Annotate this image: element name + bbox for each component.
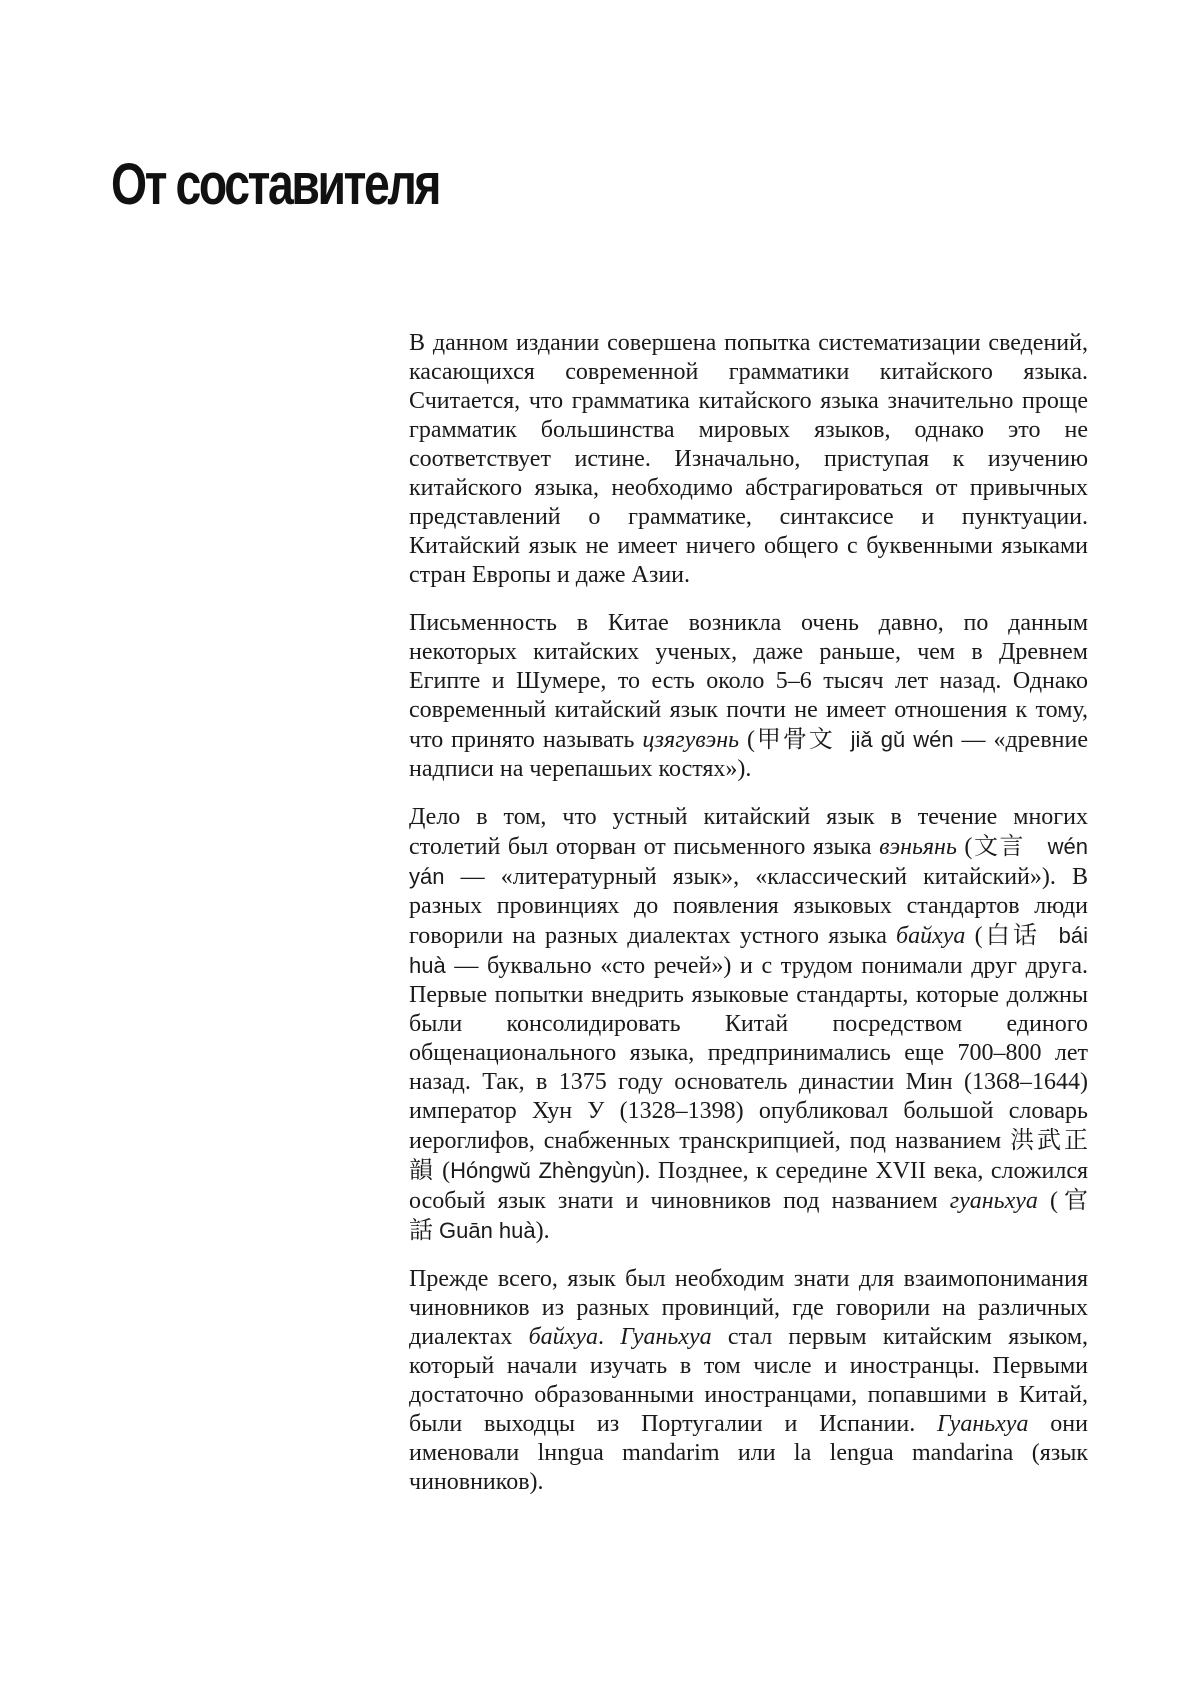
text-segment: ( [739, 727, 755, 753]
text-segment: Прежде всего, язык был необходим знати для взаимопонимания чиновников из разных провинций, где говорили на различных диалектах [409, 1266, 1088, 1350]
chinese-characters: 官話 [409, 1186, 1088, 1244]
pinyin-transcription: Hóngwǔ Zhèngyùn [450, 1158, 637, 1183]
text-segment: они именовали lнngua mandarim или la lengua mandarina (язык чиновников). [409, 1411, 1088, 1495]
chinese-characters: 文言 [972, 832, 1026, 860]
paragraph-3 [409, 803, 1088, 1246]
text-segment: ( [965, 923, 983, 949]
text-segment: ). Позднее, к середине XVII века, сложился особый язык знати и чиновников под названием [409, 1158, 1089, 1214]
term-guanhua: Гуаньхуа [937, 1411, 1029, 1437]
text-segment: — «литературный язык», «классический китайский»). В разных провинциях до появления языковых стандартов люди говорили на разных диалектах устного языка [409, 864, 1088, 949]
text-segment: ). [535, 1218, 550, 1244]
term-baihua: байхуа [896, 923, 966, 949]
term-guanhua: гуаньхуа [949, 1188, 1038, 1214]
text-segment: ( [956, 834, 973, 860]
body-text [409, 329, 1088, 1516]
text-segment: ( [1037, 1188, 1058, 1214]
text-segment: Дело в том, что устный китайский язык в течение многих столетий был оторван от письменного языка [409, 804, 1088, 860]
pinyin-transcription: wén yán [409, 834, 1089, 889]
text-segment: — «древние надписи на черепашьих костях»). [409, 727, 1089, 782]
term-baihua: байхуа [528, 1324, 598, 1350]
text-segment: Письменность в Китае возникла очень давно, по данным некоторых китайских ученых, даже раньше, чем в Древнем Египте и Шумере, то есть около 5–6 тысяч лет назад. Однако современный китайский язык почти не имеет отношения к тому, что принято называть [409, 610, 1088, 753]
text-segment: ( [434, 1158, 451, 1184]
pinyin-transcription: Guān huà [439, 1218, 536, 1243]
pinyin-transcription: bái huà [409, 923, 1088, 978]
chinese-characters: 洪武正韻 [409, 1126, 1089, 1184]
chinese-characters: 甲骨文 [754, 725, 835, 753]
paragraph-4 [409, 1265, 1088, 1497]
pinyin-transcription: jiǎ gǔ wén [850, 727, 954, 752]
term-venyan: вэньянь [879, 834, 957, 860]
paragraph-1: В данном издании совершена попытка систематизации сведений, касающихся современной грамматики китайского языка. Считается, что грамматика китайского языка значительно проще грамматик большинства мировых языков, однако это не соответствует истине. Изначально, приступая к изучению китайского языка, необходимо абстрагироваться от привычных представлений о грамматике, синтаксисе и пунктуации. Китайский язык не имеет ничего общего с буквенными языками стран Европы и даже Азии. [409, 330, 1088, 588]
term-guanhua: Гуаньхуа [620, 1324, 712, 1350]
paragraph-2 [409, 609, 1088, 784]
text-segment: . [597, 1324, 621, 1350]
term-tszyaguven: цзягувэнь [642, 727, 740, 753]
text-segment: стал первым китайским языком, который начали изучать в том числе и иностранцы. Первыми достаточно образованными иностранцами, попавшими в Китай, были выходцы из Португалии и Испании. [409, 1324, 1089, 1437]
chinese-characters: 白话 [982, 921, 1041, 949]
text-segment: — буквально «сто речей») и с трудом понимали друг друга. Первые попытки внедрить языковые стандарты, которые должны были консолидировать Китай посредством единого общенационального языка, предпринимались еще 700–800 лет назад. Так, в 1375 году основатель династии Мин (1368–1644) император Хун У (1328–1398) опубликовал большой словарь иероглифов, снабженных транскрипцией, под названием [409, 953, 1088, 1154]
page-title: От составителя [111, 152, 440, 217]
